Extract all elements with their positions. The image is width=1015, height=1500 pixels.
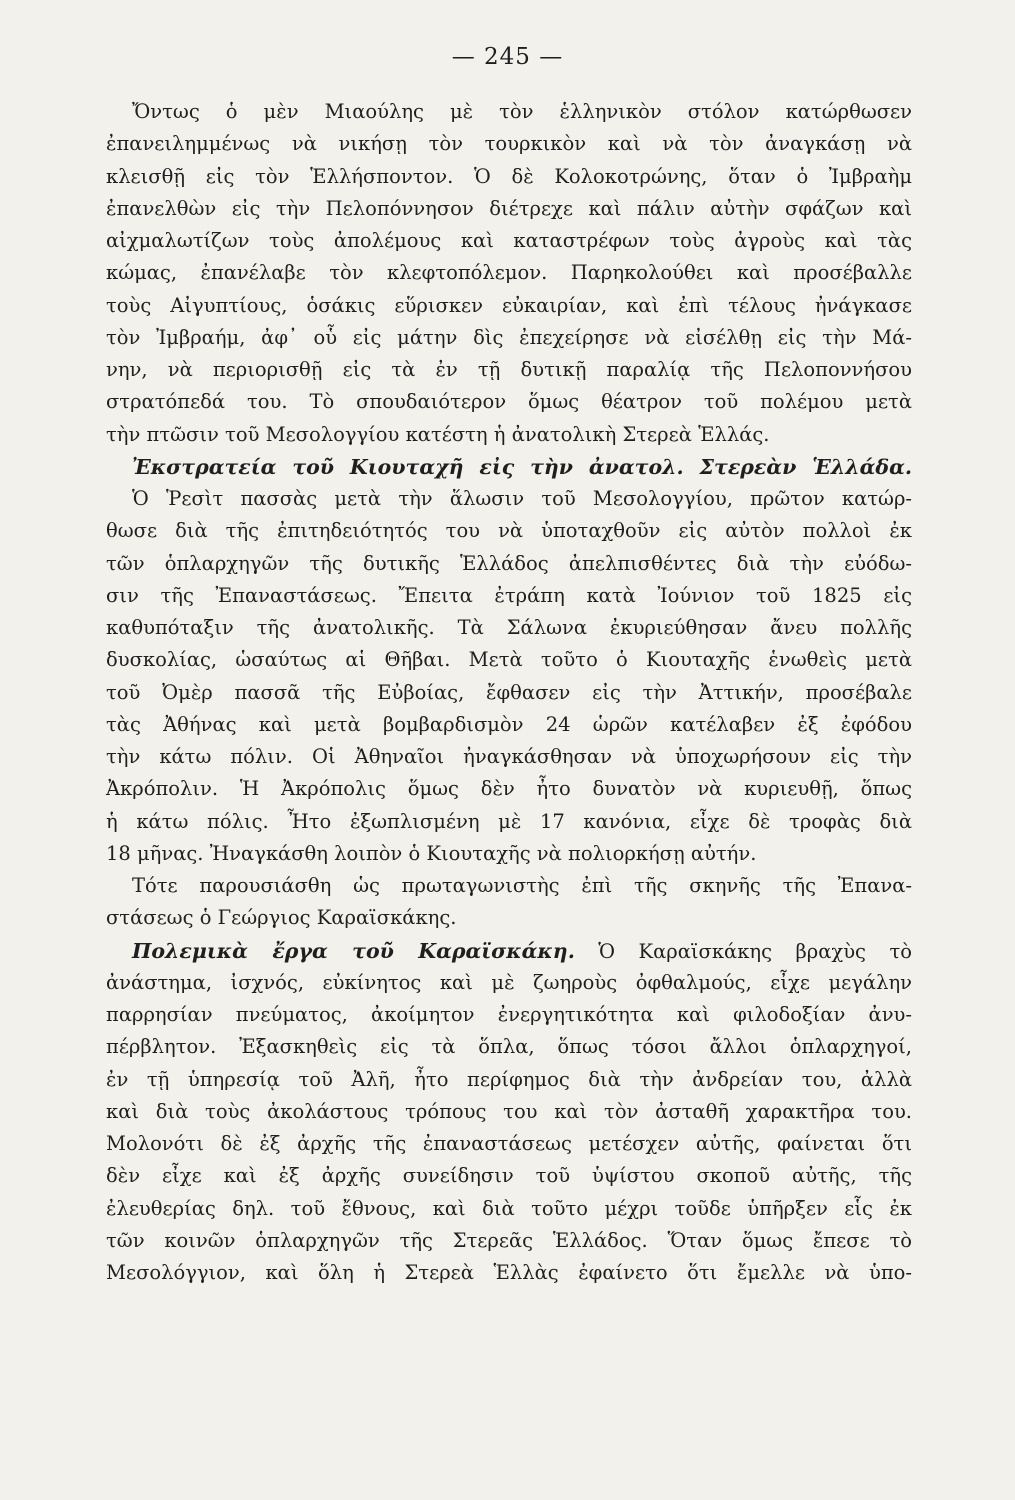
text-line: τῶν ὁπλαρχηγῶν τῆς δυτικῆς Ἑλλάδος ἀπελπισθέντες διὰ τὴν εὐόδω- — [106, 551, 912, 575]
text-line: κλεισθῇ εἰς τὸν Ἑλλήσποντον. Ὁ δὲ Κολοκοτρώνης, ὅταν ὁ Ἰμβραὴμ — [106, 164, 912, 188]
text-line: ἐπανειλημμένως νὰ νικήσῃ τὸν τουρκικὸν καὶ νὰ τὸν ἀναγκάσῃ νὰ — [106, 132, 912, 156]
text-line: Ὁ Ῥεσὶτ πασσὰς μετὰ τὴν ἅλωσιν τοῦ Μεσολογγίου, πρῶτον κατώρ- — [132, 487, 912, 510]
text-line: τοὺς Αἰγυπτίους, ὁσάκις εὕρισκεν εὐκαιρίαν, καὶ ἐπὶ τέλους ἠνάγκασε — [106, 293, 912, 317]
text-line: τὰς Ἀθήνας καὶ μετὰ βομβαρδισμὸν 24 ὡρῶν κατέλαβεν ἐξ ἐφόδου — [106, 712, 912, 736]
text-line: στάσεως ὁ Γεώργιος Καραϊσκάκης. — [106, 906, 457, 930]
body-text — [106, 96, 912, 1289]
section-heading — [106, 451, 912, 483]
text-line: πέρβλητον. Ἐξασκηθεὶς εἰς τὰ ὅπλα, ὅπως τόσοι ἄλλοι ὁπλαρχηγοί, — [106, 1035, 912, 1059]
text-line: ἀνάστημα, ἰσχνός, εὐκίνητος καὶ μὲ ζωηροὺς ὀφθαλμούς, εἶχε μεγάλην — [106, 970, 912, 994]
text-line: ἐν τῇ ὑπηρεσίᾳ τοῦ Ἀλῆ, ἦτο περίφημος διὰ τὴν ἀνδρείαν του, ἀλλὰ — [106, 1067, 912, 1091]
text-line: σιν τῆς Ἐπαναστάσεως. Ἔπειτα ἐτράπη κατὰ Ἰούνιον τοῦ 1825 εἰς — [106, 583, 912, 607]
text-line: Μολονότι δὲ ἐξ ἀρχῆς τῆς ἐπαναστάσεως μετέσχεν αὐτῆς, φαίνεται ὅτι — [106, 1132, 912, 1155]
text-line: Τότε παρουσιάσθη ὡς πρωταγωνιστὴς ἐπὶ τῆς σκηνῆς τῆς Ἐπανα- — [132, 874, 912, 897]
text-line: Ἀκρόπολιν. Ἡ Ἀκρόπολις ὅμως δὲν ἦτο δυνατὸν νὰ κυριευθῇ, ὅπως — [106, 777, 912, 801]
inline-heading: Πολεμικὰ ἔργα τοῦ Καραϊσκάκη. — [132, 938, 575, 963]
text-line: καθυπόταξιν τῆς ἀνατολικῆς. Τὰ Σάλωνα ἐκυριεύθησαν ἄνευ πολλῆς — [106, 616, 912, 639]
text-line: δὲν εἶχε καὶ ἐξ ἀρχῆς συνείδησιν τοῦ ὑψίστου σκοποῦ αὐτῆς, τῆς — [106, 1164, 912, 1188]
text-line: παρρησίαν πνεύματος, ἀκοίμητον ἐνεργητικότητα καὶ φιλοδοξίαν ἀνυ- — [106, 1003, 912, 1026]
text-line: καὶ διὰ τοὺς ἀκολάστους τρόπους του καὶ τὸν ἀσταθῆ χαρακτῆρα του. — [106, 1099, 912, 1123]
text-line: τῶν κοινῶν ὁπλαρχηγῶν τῆς Στερεᾶς Ἑλλάδος. Ὅταν ὅμως ἔπεσε τὸ — [106, 1228, 912, 1252]
page-number: — 245 — — [451, 44, 564, 70]
text-line: θωσε διὰ τῆς ἐπιτηδειότητός του νὰ ὑποταχθοῦν εἰς αὐτὸν πολλοὶ ἐκ — [106, 519, 912, 543]
text-line: ἡ κάτω πόλις. Ἦτο ἐξωπλισμένη μὲ 17 κανόνια, εἶχε δὲ τροφὰς διὰ — [106, 809, 912, 833]
text-line: τὸν Ἰμβραήμ, ἀφ᾿ οὗ εἰς μάτην δὶς ἐπεχείρησε νὰ εἰσέλθῃ εἰς τὴν Μά- — [106, 325, 912, 349]
text-line: αἰχμαλωτίζων τοὺς ἀπολέμους καὶ καταστρέφων τοὺς ἀγροὺς καὶ τὰς — [106, 229, 912, 252]
text-line: κώμας, ἐπανέλαβε τὸν κλεφτοπόλεμον. Παρηκολούθει καὶ προσέβαλλε — [106, 261, 912, 285]
text-line: τοῦ Ὀμὲρ πασσᾶ τῆς Εὐβοίας, ἔφθασεν εἰς τὴν Ἀττικήν, προσέβαλε — [106, 680, 912, 704]
text-line: δυσκολίας, ὡσαύτως αἱ Θῆβαι. Μετὰ τοῦτο ὁ Κιουταχῆς ἑνωθεὶς μετὰ — [106, 648, 912, 672]
text-line: Πολεμικὰ ἔργα τοῦ Καραϊσκάκη. Ὁ Καραϊσκάκης βραχὺς τὸ — [132, 938, 912, 963]
section-heading-text: Ἐκστρατεία τοῦ Κιουταχῆ εἰς τὴν ἀνατολ. Στερεὰν Ἑλλάδα. — [132, 454, 912, 479]
text-line: ἐλευθερίας δηλ. τοῦ ἔθνους, καὶ διὰ τοῦτο μέχρι τοῦδε ὑπῆρξεν εἷς ἐκ — [106, 1196, 912, 1220]
text-line: νην, νὰ περιορισθῇ εἰς τὰ ἐν τῇ δυτικῇ παραλίᾳ τῆς Πελοποννήσου — [106, 358, 912, 381]
text-line: 18 μῆνας. Ἠναγκάσθη λοιπὸν ὁ Κιουταχῆς νὰ πολιορκήσῃ αὐτήν. — [106, 841, 757, 865]
text-line: στρατόπεδά του. Τὸ σπουδαιότερον ὅμως θέατρον τοῦ πολέμου μετὰ — [106, 390, 912, 414]
text-line: τὴν πτῶσιν τοῦ Μεσολογγίου κατέστη ἡ ἀνατολικὴ Στερεὰ Ἑλλάς. — [106, 422, 770, 446]
text-line: Ὄντως ὁ μὲν Μιαούλης μὲ τὸν ἑλληνικὸν στόλον κατώρθωσεν — [132, 100, 912, 123]
text-line: τὴν κάτω πόλιν. Οἱ Ἀθηναῖοι ἠναγκάσθησαν νὰ ὑποχωρήσουν εἰς τὴν — [106, 745, 912, 768]
text-line: Μεσολόγγιον, καὶ ὅλη ἡ Στερεὰ Ἑλλὰς ἐφαίνετο ὅτι ἔμελλε νὰ ὑπο- — [106, 1261, 912, 1284]
text-line: ἐπανελθὼν εἰς τὴν Πελοπόννησον διέτρεχε καὶ πάλιν αὐτὴν σφάζων καὶ — [106, 196, 912, 220]
